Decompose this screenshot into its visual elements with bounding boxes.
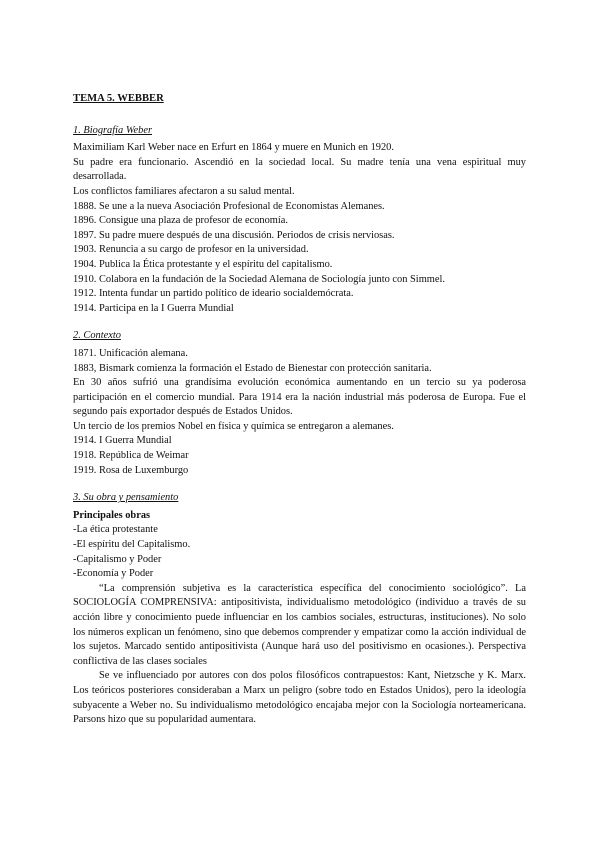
influence-paragraph: Se ve influenciado por autores con dos polos filosóficos contrapuestos: Kant, Nietzsche y K. Marx. Los teóricos posteriores consideraban a Marx un peligro (sobre todo en Estados Unidos), pero la ideología subyacente a Weber no. Su individualismo metodológico encajaba mejor con la Sociología norteamericana. Parsons hizo que su popularidad aumentara.	[73, 670, 526, 726]
work-item: -La ética protestante	[73, 524, 158, 536]
section-heading: 1. Biografía Weber	[73, 124, 152, 136]
section-context	[73, 329, 526, 478]
work-item: -Economía y Poder	[73, 568, 154, 580]
timeline-entry: 1903. Renuncia a su cargo de profesor en la universidad.	[73, 244, 309, 256]
timeline-entry: 1914. Participa en la I Guerra Mundial	[73, 302, 234, 314]
section-work-and-thought	[73, 491, 526, 728]
document-title: TEMA 5. WEBBER	[73, 93, 164, 104]
timeline-entry: 1910. Colabora en la fundación de la Sociedad Alemana de Sociología junto con Simmel.	[73, 273, 445, 285]
timeline-entry: 1914. I Guerra Mundial	[73, 435, 172, 447]
timeline-entry: 1919. Rosa de Luxemburgo	[73, 464, 189, 476]
timeline-entry: 1912. Intenta fundar un partido político de ideario socialdemócrata.	[73, 288, 354, 300]
section-heading: 2. Contexto	[73, 330, 121, 342]
work-item: -El espíritu del Capitalismo.	[73, 539, 191, 551]
timeline-entry: 1897. Su padre muere después de una discusión. Periodos de crisis nerviosas.	[73, 229, 395, 241]
timeline-entry: 1871. Unificación alemana.	[73, 347, 188, 359]
section-heading: 3. Su obra y pensamiento	[73, 492, 179, 504]
paragraph: Los conflictos familiares afectaron a su salud mental.	[73, 185, 295, 197]
timeline-entry: 1904. Publica la Ética protestante y el espíritu del capitalismo.	[73, 258, 333, 270]
timeline-entry: 1883, Bismark comienza la formación el Estado de Bienestar con protección sanitaria.	[73, 362, 432, 374]
quote-paragraph: “La comprensión subjetiva es la característica específica del conocimiento sociológico”. La SOCIOLOGÍA COMPRENSIVA: antipositivista, individualismo metodológico (individuo a través de su acción libre y conocimiento puede influenciar en los cambios sociales, estructuras, instituciones). No solo los números explican un fenómeno, sino que debemos comprender y empatizar como la acción individual de los sujetos. Marcado sentido antipositivista (Aunque hará uso del positivismo en ocasiones.). Perspectiva conflictiva de las clases sociales	[73, 582, 526, 667]
document-body	[73, 92, 526, 741]
timeline-entry: 1896. Consigue una plaza de profesor de economía.	[73, 215, 288, 227]
paragraph: En 30 años sufrió una grandísima evolución económica aumentando en un tercio su ya poderosa participación en el comercio mundial. Para 1914 era la nación industrial más poderosa de Europa. Fue el segundo país exportador después de Estados Unidos.	[73, 377, 526, 418]
timeline-entry: 1918. República de Weimar	[73, 450, 189, 462]
works-subheading: Principales obras	[73, 509, 151, 521]
timeline-entry: 1888. Se une a la nueva Asociación Profesional de Economistas Alemanes.	[73, 200, 385, 212]
paragraph: Su padre era funcionario. Ascendió en la sociedad local. Su madre tenía una vena espiritual muy desarrollada.	[73, 156, 526, 183]
paragraph: Un tercio de los premios Nobel en física y química se entregaron a alemanes.	[73, 420, 394, 432]
section-biography	[73, 124, 526, 317]
paragraph: Maximiliam Karl Weber nace en Erfurt en 1864 y muere en Munich en 1920.	[73, 142, 394, 154]
work-item: -Capitalismo y Poder	[73, 553, 162, 565]
